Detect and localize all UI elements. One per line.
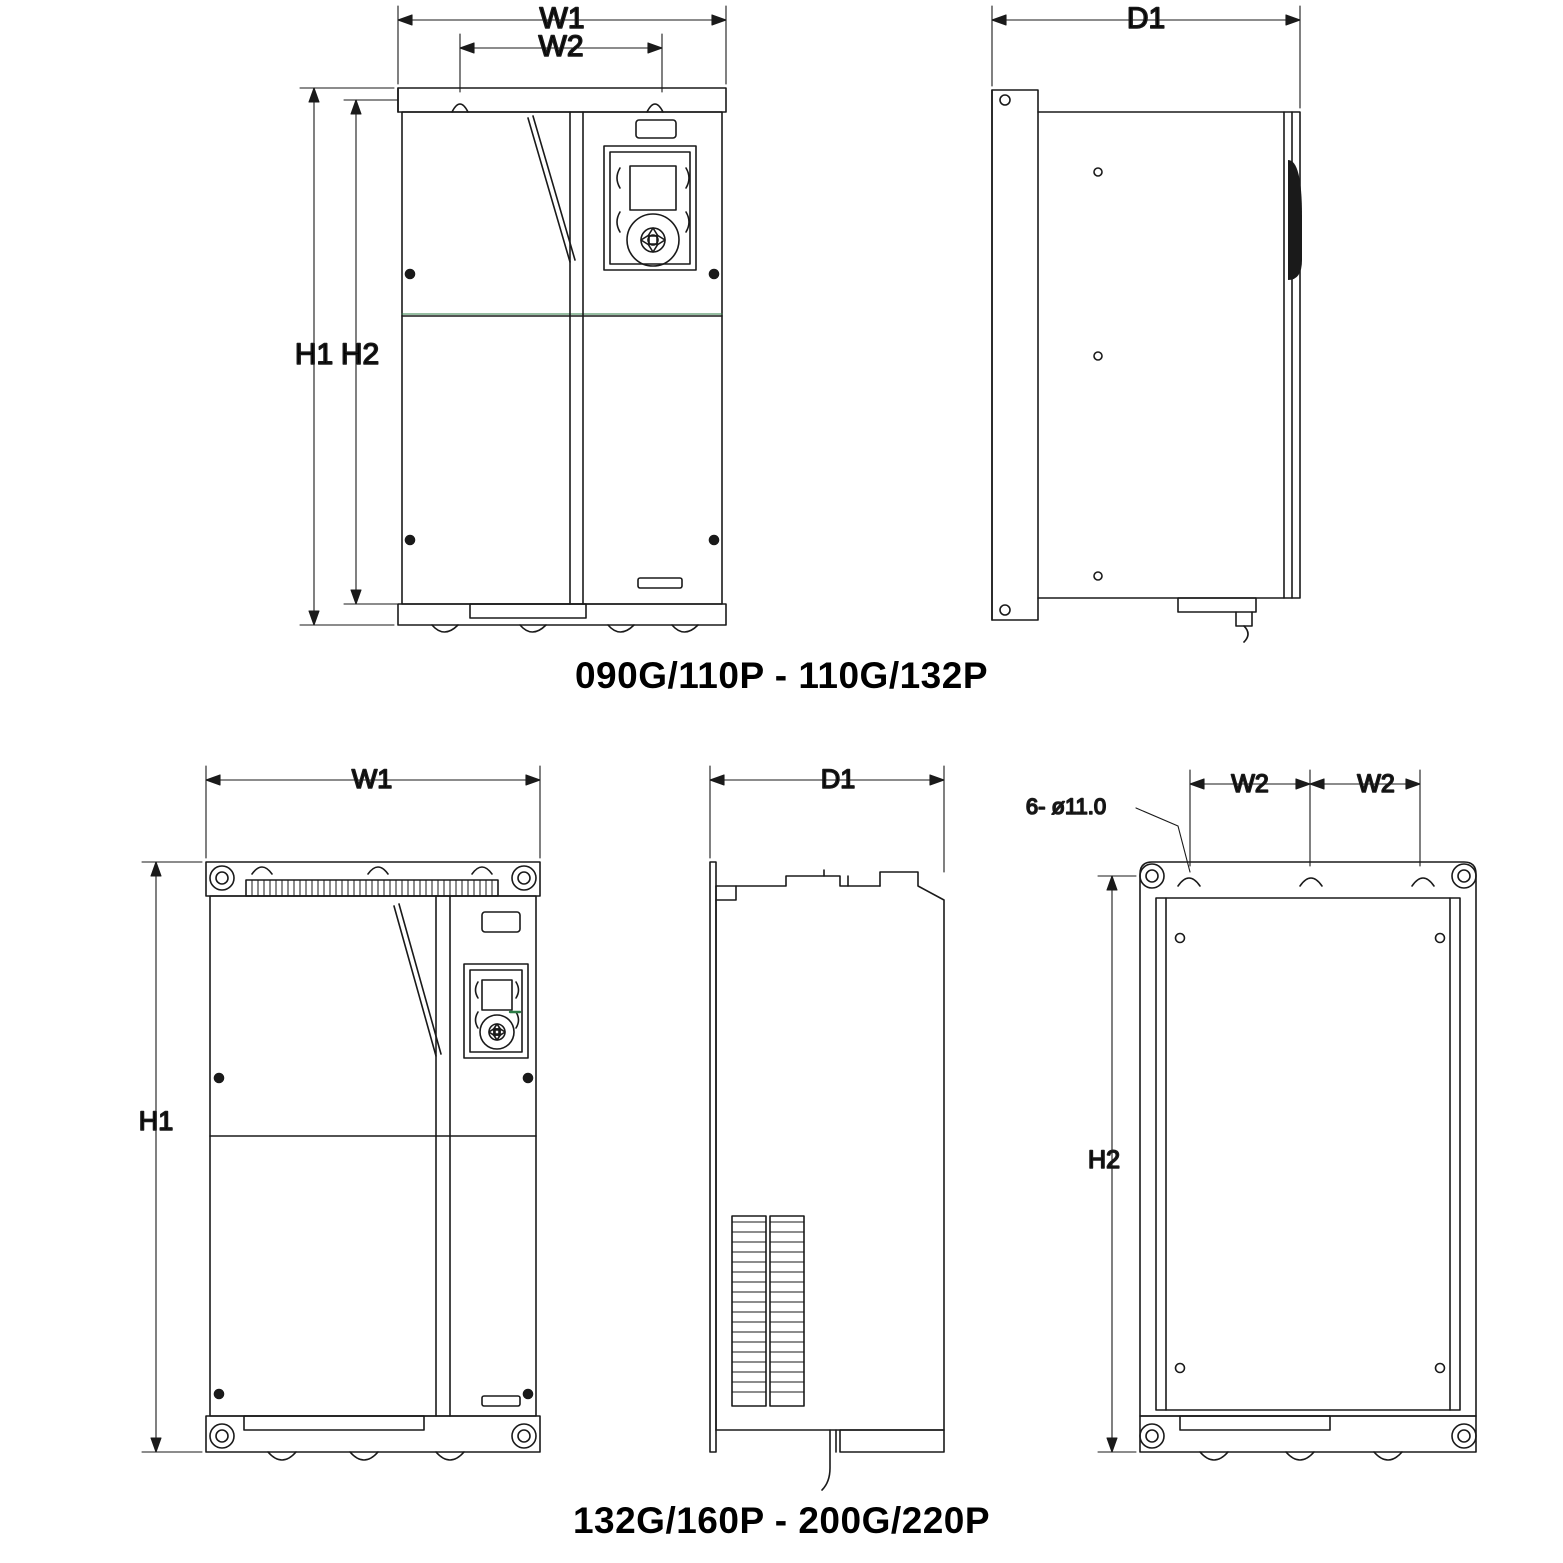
label-w2-bottom-left: W2 [1231,770,1269,798]
label-d1-top: D1 [1126,2,1166,35]
label-h2-top: H2 [340,338,380,371]
label-h2-bottom: H2 [1088,1146,1120,1174]
label-hole-callout: 6- ø11.0 [1025,794,1107,819]
label-d1-bottom: D1 [820,764,856,794]
bottom-front-view [206,862,540,1460]
bottom-rear-view [1140,862,1476,1460]
caption-bottom-model: 132G/160P - 200G/220P [572,1500,991,1541]
bottom-front-dimensions [142,766,540,1452]
top-side-view [992,90,1302,642]
bottom-side-view [710,862,944,1490]
caption-top-model: 090G/110P - 110G/132P [574,655,989,696]
label-w2-top: W2 [538,30,584,63]
label-w1-top: W1 [539,2,585,35]
label-h1-bottom: H1 [138,1106,174,1136]
label-h1-top: H1 [294,338,334,371]
top-front-view [398,88,726,632]
label-w1-bottom: W1 [351,764,393,794]
label-w2-bottom-right: W2 [1357,770,1395,798]
